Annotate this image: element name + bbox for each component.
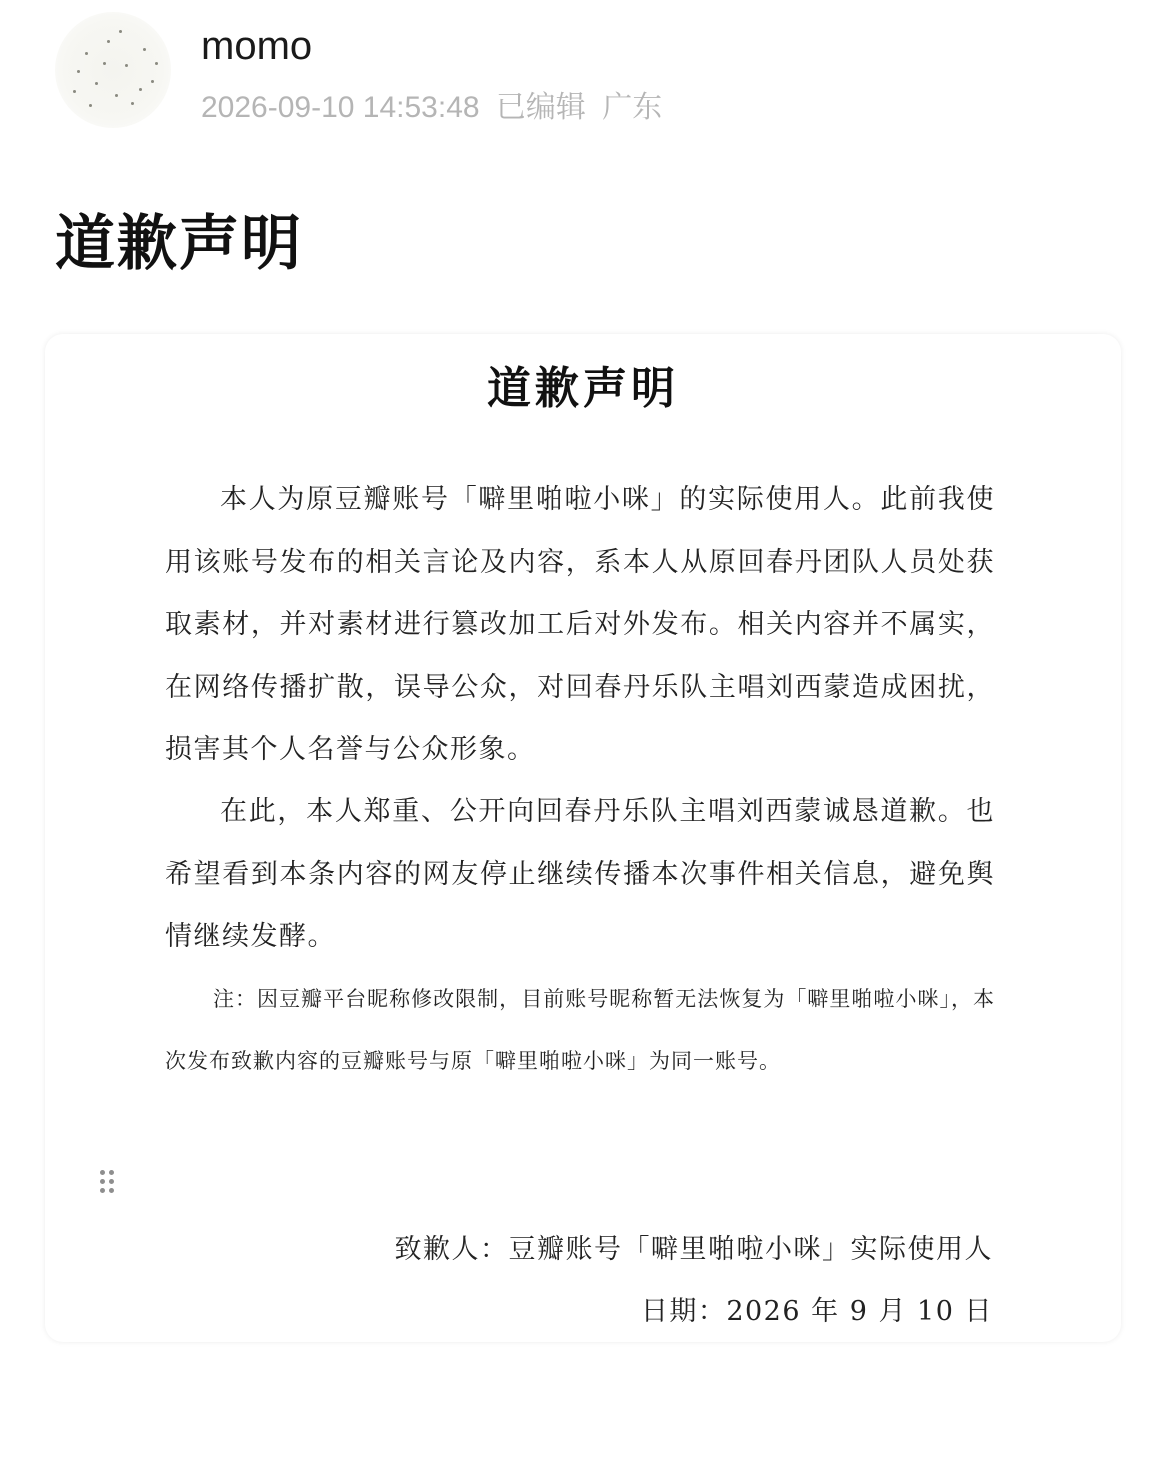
username[interactable]: momo [201, 24, 313, 68]
statement-date: 日期：2026 年 9 月 10 日 [640, 1296, 993, 1327]
document-title: 道歉声明 [487, 363, 679, 414]
statement-signature: 致歉人：豆瓣账号「噼里啪啦小咪」实际使用人 [394, 1234, 993, 1265]
statement-paragraph-2: 在此，本人郑重、公开向回春丹乐队主唱刘西蒙诚恳道歉。也希望看到本条内容的网友停止继续传播本次事件相关信息，避免舆情继续发酵。 [165, 796, 995, 952]
avatar[interactable] [55, 12, 171, 128]
post-meta [201, 82, 670, 126]
post-title: 道歉声明 [55, 209, 303, 279]
edited-label: 已编辑 [495, 91, 586, 124]
statement-paragraph-1: 本人为原豆瓣账号「噼里啪啦小咪」的实际使用人。此前我使用该账号发布的相关言论及内容，系本人从原回春丹团队人员处获取素材，并对素材进行篡改加工后对外发布。相关内容并不属实，在网络传播扩散，误导公众，对回春丹乐队主唱刘西蒙造成困扰，损害其个人名誉与公众形象。 [165, 484, 995, 765]
post-header [55, 12, 1115, 142]
post-location: 广东 [602, 91, 663, 124]
post-timestamp: 2026-09-10 14:53:48 [201, 91, 480, 124]
drag-handle-icon[interactable] [100, 1170, 118, 1200]
statement-note: 注：因豆瓣平台昵称修改限制，目前账号昵称暂无法恢复为「噼里啪啦小咪」，本次发布致歉内容的豆瓣账号与原「噼里啪啦小咪」为同一账号。 [165, 987, 995, 1073]
statement-image-card[interactable] [45, 334, 1121, 1342]
